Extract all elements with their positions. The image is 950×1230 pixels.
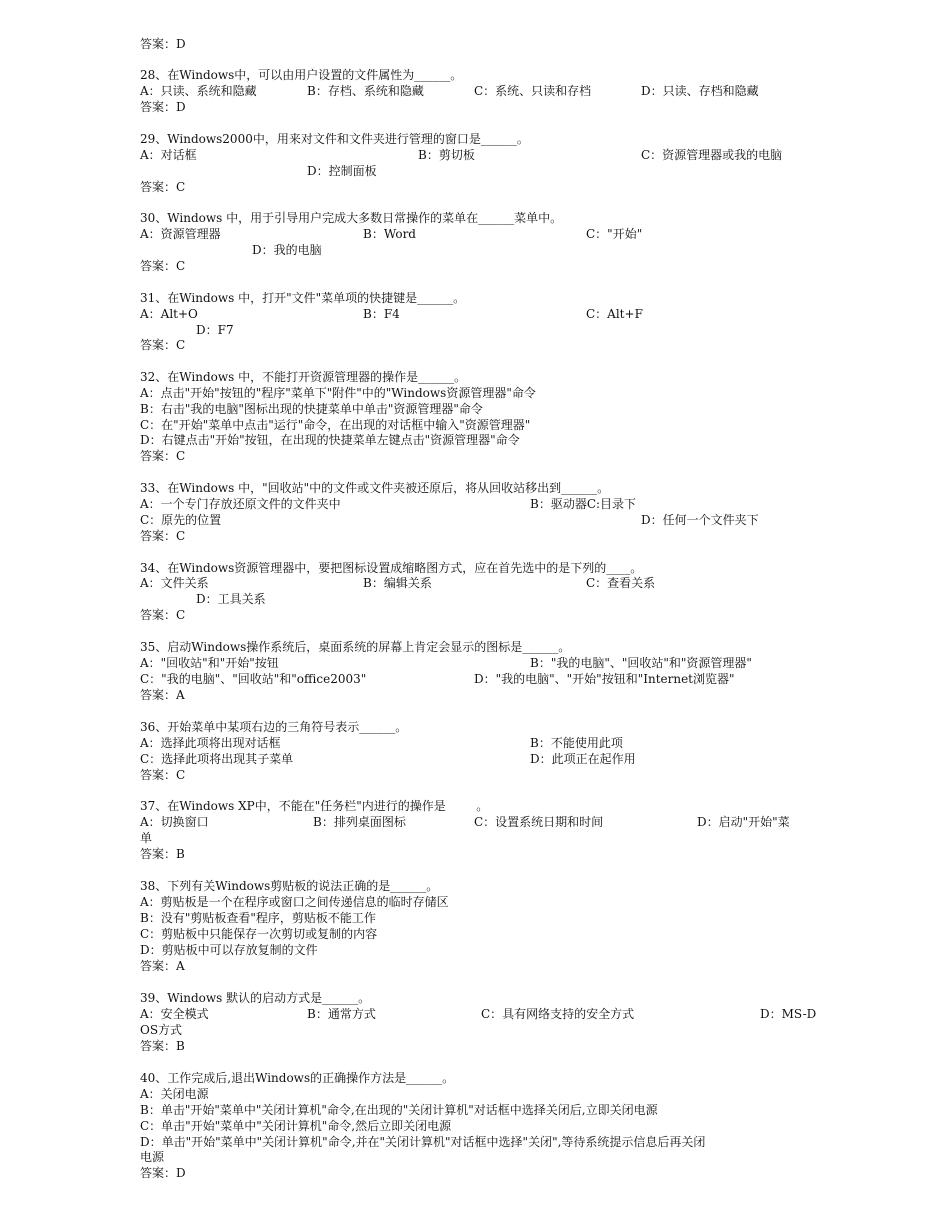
option-d: D：此项正在起作用 — [530, 752, 636, 766]
option-c: C：资源管理器或我的电脑 — [641, 148, 783, 162]
answer-line: 答案：C — [140, 768, 186, 782]
option-a: A：对话框 — [140, 148, 197, 162]
option-b: B：右击"我的电脑"图标出现的快捷菜单中单击"资源管理器"命令 — [140, 402, 483, 416]
option-c: C：在"开始"菜单中点击"运行"命令，在出现的对话框中输入"资源管理器" — [140, 418, 531, 432]
option-d: D：MS-D — [760, 1007, 817, 1021]
option-a: A：剪贴板是一个在程序或窗口之间传递信息的临时存储区 — [140, 895, 449, 909]
question-31: 31、在Windows 中，打开"文件"菜单项的快捷键是______。 — [140, 291, 466, 305]
question-35: 35、启动Windows操作系统后，桌面系统的屏幕上肯定会显示的图标是______。 — [140, 640, 571, 654]
option-b: B："我的电脑"、"回收站"和"资源管理器" — [530, 656, 752, 670]
question-34: 34、在Windows资源管理器中，要把图标设置成缩略图方式，应在首先选中的是下列的____。 — [140, 561, 643, 575]
option-b: B：存档、系统和隐藏 — [307, 84, 424, 98]
option-c: C：原先的位置 — [140, 513, 222, 527]
option-a: A：选择此项将出现对话框 — [140, 736, 281, 750]
answer-line: 答案：C — [140, 259, 186, 273]
option-b: B：编辑关系 — [363, 576, 432, 590]
option-c: C：Alt+F — [586, 307, 643, 321]
option-c: C：系统、只读和存档 — [474, 84, 592, 98]
option-a: A：点击"开始"按钮的"程序"菜单下"附件"中的"Windows资源管理器"命令 — [140, 386, 536, 400]
answer-line: 答案：C — [140, 338, 186, 352]
option-d: D：剪贴板中可以存放复制的文件 — [140, 943, 318, 957]
option-a: A：文件关系 — [140, 576, 209, 590]
option-a: A："回收站"和"开始"按钮 — [140, 656, 279, 670]
option-b: B：驱动器C:目录下 — [530, 497, 637, 511]
option-a: A：资源管理器 — [140, 227, 221, 241]
answer-line: 答案：B — [140, 1039, 185, 1053]
option-a: A：关闭电源 — [140, 1087, 209, 1101]
answer-line: 答案：C — [140, 529, 186, 543]
question-29: 29、Windows2000中，用来对文件和文件夹进行管理的窗口是______。 — [140, 132, 529, 146]
option-c: C：单击"开始"菜单中"关闭计算机"命令,然后立即关闭电源 — [140, 1119, 452, 1133]
question-36: 36、开始菜单中某项右边的三角符号表示______。 — [140, 720, 408, 734]
option-b: B：没有"剪贴板查看"程序，剪贴板不能工作 — [140, 911, 376, 925]
answer-line: 答案：D — [140, 100, 186, 114]
option-c: C：选择此项将出现其子菜单 — [140, 752, 294, 766]
option-b: B：F4 — [363, 307, 400, 321]
option-d: D：控制面板 — [307, 164, 377, 178]
option-a: A：只读、系统和隐藏 — [140, 84, 257, 98]
option-c: C：设置系统日期和时间 — [474, 815, 604, 829]
option-c: C：查看关系 — [586, 576, 656, 590]
question-40: 40、工作完成后,退出Windows的正确操作方法是______。 — [140, 1071, 455, 1085]
answer-line: 答案：A — [140, 688, 185, 702]
option-a: A：安全模式 — [140, 1007, 209, 1021]
option-b: B：剪切板 — [418, 148, 475, 162]
question-32: 32、在Windows 中，不能打开资源管理器的操作是______。 — [140, 370, 467, 384]
answer-line: 答案：B — [140, 847, 185, 861]
option-d: D：任何一个文件夹下 — [641, 513, 759, 527]
option-d: D：F7 — [196, 323, 234, 337]
question-38: 38、下列有关Windows剪贴板的说法正确的是______。 — [140, 879, 439, 893]
option-d: D：启动"开始"菜 — [697, 815, 790, 829]
option-a: A：一个专门存放还原文件的文件夹中 — [140, 497, 341, 511]
answer-line: 答案：D — [140, 37, 186, 51]
option-d-continued: 单 — [140, 831, 153, 845]
option-c: C："我的电脑"、"回收站"和"office2003" — [140, 672, 367, 686]
option-d-continued: 电源 — [140, 1150, 165, 1164]
option-d: D："我的电脑"、"开始"按钮和"Internet浏览器" — [474, 672, 735, 686]
option-a: A：Alt+O — [140, 307, 198, 321]
option-d: D：单击"开始"菜单中"关闭计算机"命令,并在"关闭计算机"对话框中选择"关闭",等待系统提示信息后再关闭 — [140, 1135, 706, 1149]
question-39: 39、Windows 默认的启动方式是______。 — [140, 991, 371, 1005]
question-37: 37、在Windows XP中，不能在"任务栏"内进行的操作是 。 — [140, 799, 489, 813]
option-b: B：单击"开始"菜单中"关闭计算机"命令,在出现的"关闭计算机"对话框中选择关闭后,立即关闭电源 — [140, 1103, 658, 1117]
option-c: C：具有网络支持的安全方式 — [481, 1007, 635, 1021]
answer-line: 答案：C — [140, 180, 186, 194]
option-d: D：我的电脑 — [252, 243, 322, 257]
question-28: 28、在Windows中，可以由用户设置的文件属性为______。 — [140, 68, 463, 82]
question-30: 30、Windows 中，用于引导用户完成大多数日常操作的菜单在______菜单中。 — [140, 211, 563, 225]
option-d: D：右键点击"开始"按钮，在出现的快捷菜单左键点击"资源管理器"命令 — [140, 433, 520, 447]
option-a: A：切换窗口 — [140, 815, 209, 829]
question-33: 33、在Windows 中，"回收站"中的文件或文件夹被还原后，将从回收站移出到______。 — [140, 481, 610, 495]
answer-line: 答案：C — [140, 449, 186, 463]
answer-line: 答案：C — [140, 608, 186, 622]
option-c: C："开始" — [586, 227, 643, 241]
option-d-continued: OS方式 — [140, 1023, 183, 1037]
option-b: B：不能使用此项 — [530, 736, 623, 750]
option-d: D：只读、存档和隐藏 — [641, 84, 759, 98]
option-b: B：通常方式 — [307, 1007, 376, 1021]
answer-line: 答案：A — [140, 959, 185, 973]
answer-line: 答案：D — [140, 1166, 186, 1180]
option-b: B：Word — [363, 227, 416, 241]
option-b: B：排列桌面图标 — [313, 815, 406, 829]
option-d: D：工具关系 — [196, 592, 266, 606]
option-c: C：剪贴板中只能保存一次剪切或复制的内容 — [140, 927, 378, 941]
